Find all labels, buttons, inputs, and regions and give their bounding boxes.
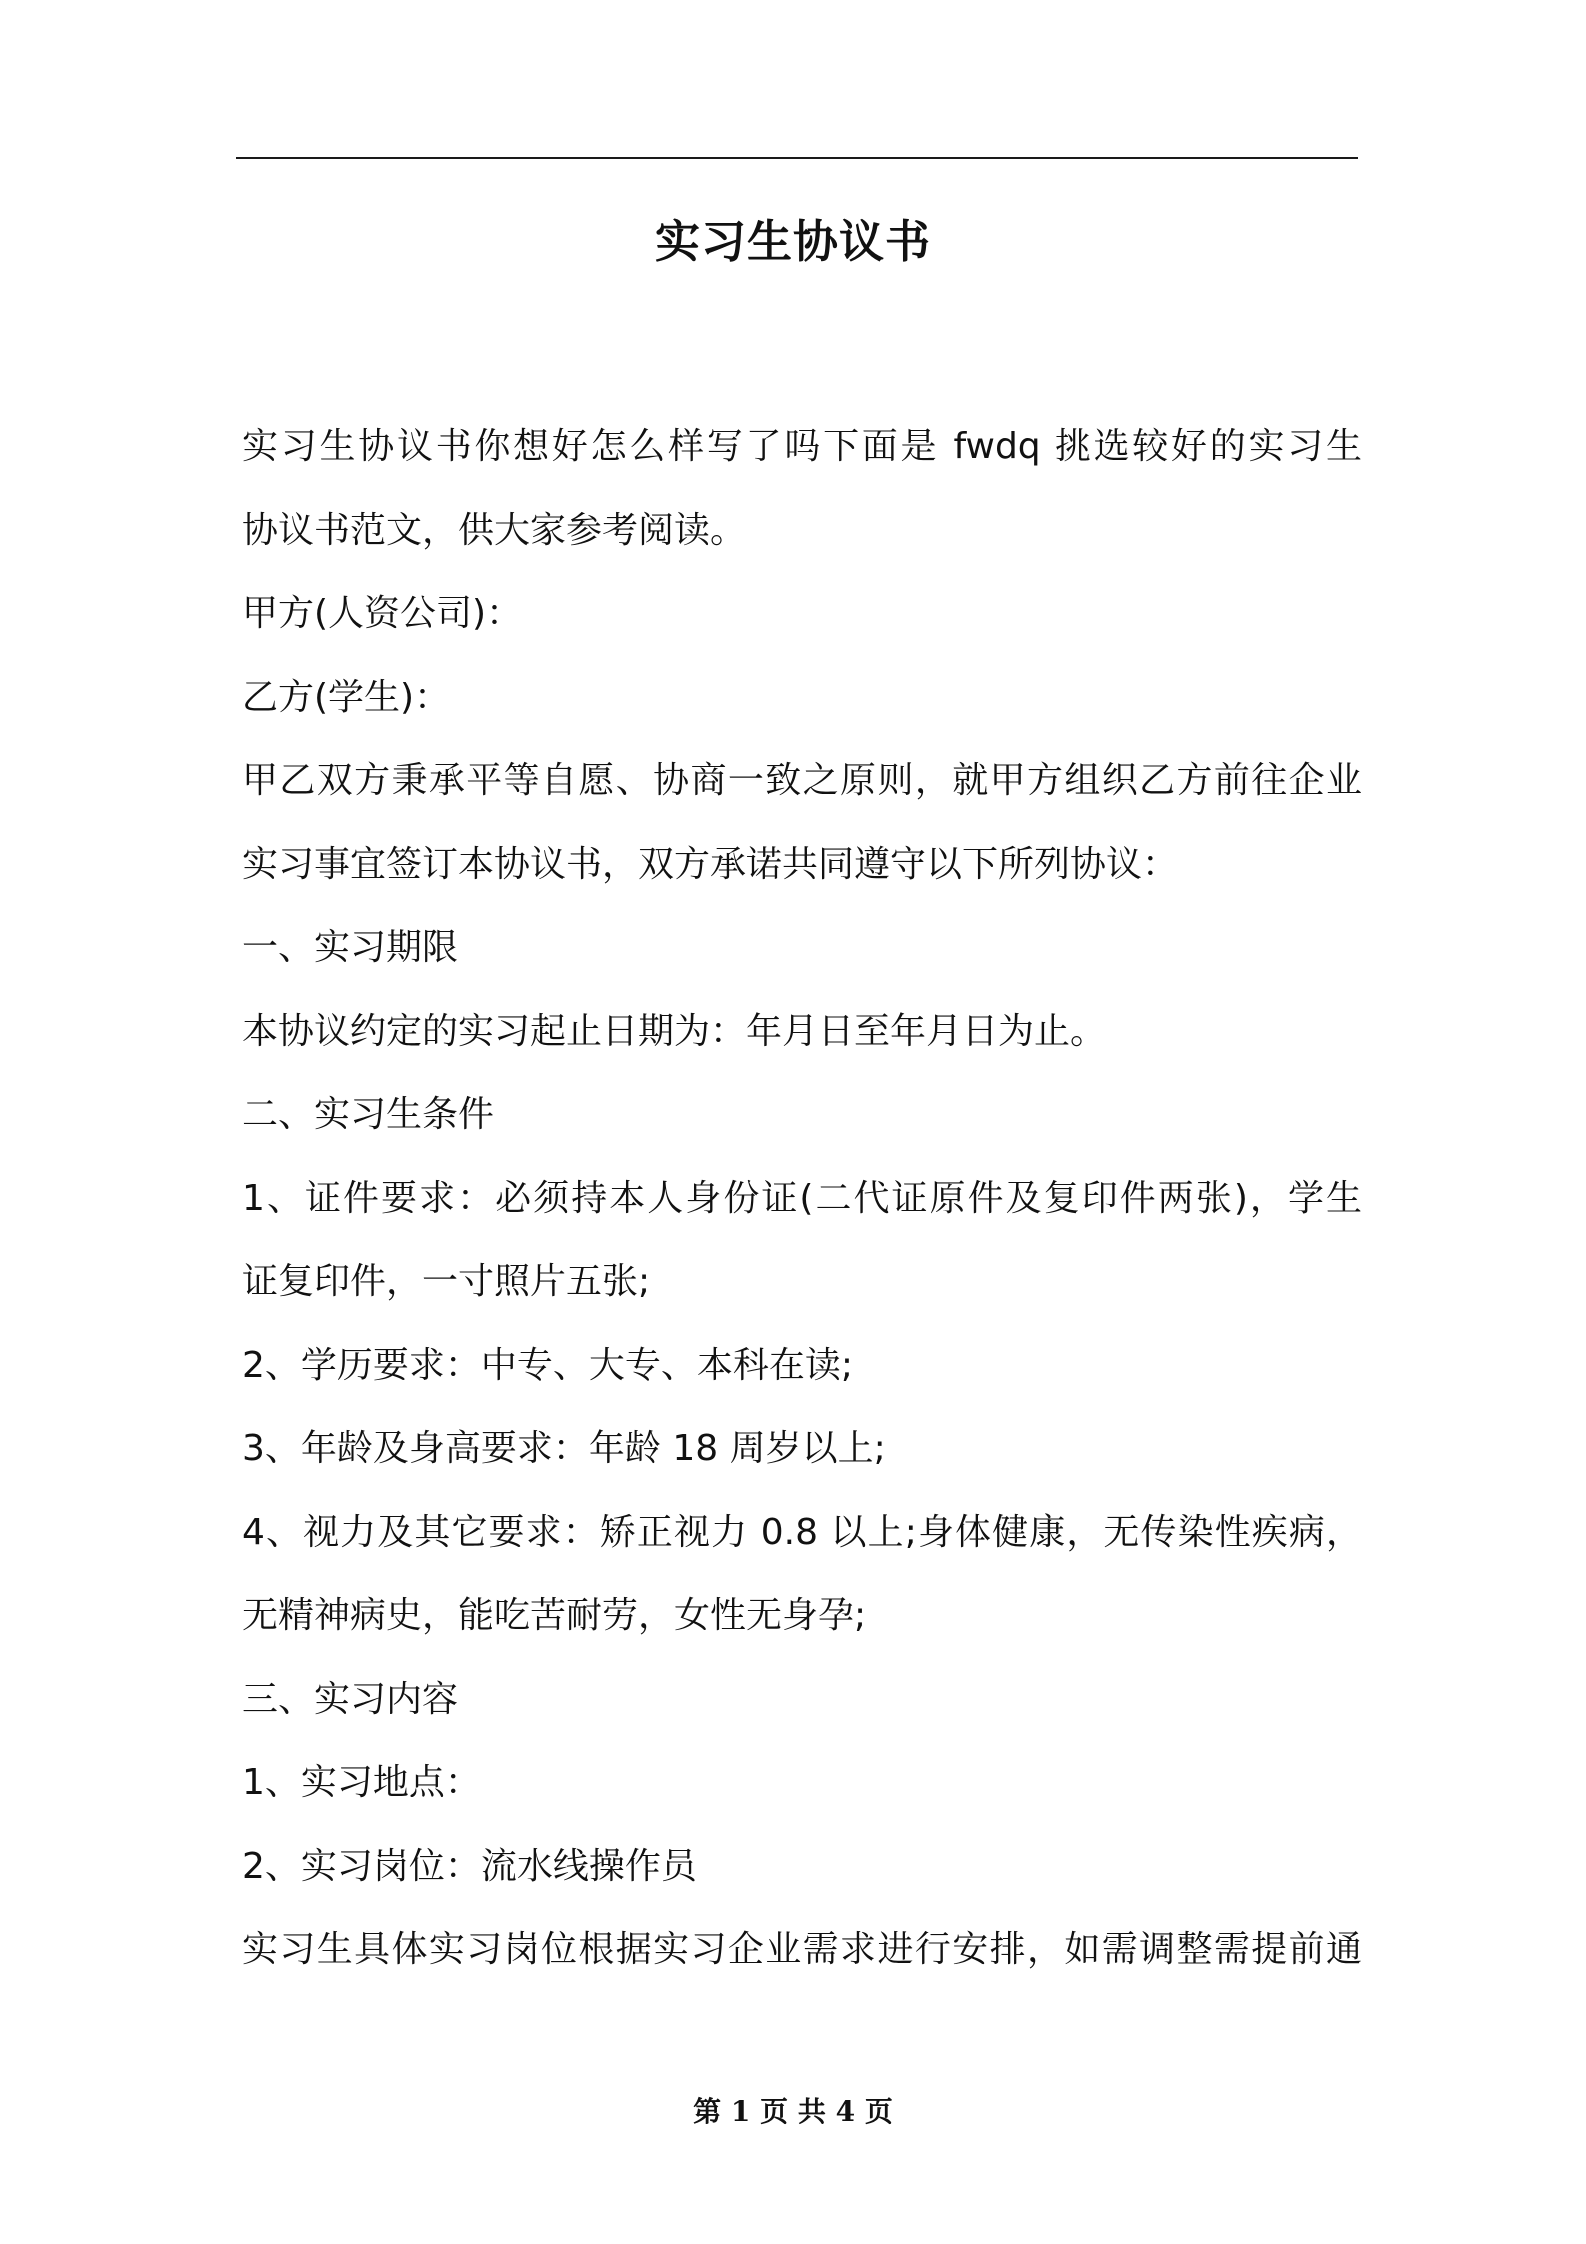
body-line: 实习生具体实习岗位根据实习企业需求进行安排，如需调整需提前通 bbox=[242, 1929, 1362, 1970]
section-heading: 一、实习期限 bbox=[242, 927, 459, 968]
body-line: 2、学历要求：中专、大专、本科在读; bbox=[242, 1344, 854, 1386]
body-line: 本协议约定的实习起止日期为：年月日至年月日为止。 bbox=[242, 1010, 1107, 1052]
header-rule bbox=[236, 157, 1358, 159]
document-title: 实习生协议书 bbox=[654, 215, 931, 268]
body-line: 1、证件要求：必须持本人身份证(二代证原件及复印件两张)，学生 bbox=[242, 1177, 1362, 1219]
body-line: 甲乙双方秉承平等自愿、协商一致之原则，就甲方组织乙方前往企业 bbox=[242, 760, 1362, 801]
body-line: 证复印件，一寸照片五张; bbox=[242, 1261, 651, 1302]
body-line: 2、实习岗位：流水线操作员 bbox=[242, 1845, 697, 1887]
section-heading: 三、实习内容 bbox=[242, 1678, 459, 1720]
body-line: 1、实习地点： bbox=[242, 1762, 481, 1803]
body-line: 3、年龄及身高要求：年龄 18 周岁以上; bbox=[242, 1428, 886, 1469]
body-line: 甲方(人资公司)： bbox=[242, 593, 523, 634]
document-body bbox=[242, 405, 1362, 1992]
body-line: 实习生协议书你想好怎么样写了吗下面是 fwdq 挑选较好的实习生 bbox=[242, 426, 1362, 467]
body-line: 协议书范文，供大家参考阅读。 bbox=[242, 509, 747, 551]
body-line: 乙方(学生)： bbox=[242, 676, 451, 718]
body-line: 实习事宜签订本协议书，双方承诺共同遵守以下所列协议： bbox=[242, 843, 1179, 885]
body-line: 无精神病史，能吃苦耐劳，女性无身孕; bbox=[242, 1595, 867, 1636]
page-number-footer: 第 1 页 共 4 页 bbox=[693, 2095, 893, 2128]
body-line: 4、视力及其它要求：矫正视力 0.8 以上;身体健康，无传染性疾病， bbox=[242, 1511, 1362, 1553]
section-heading: 二、实习生条件 bbox=[242, 1094, 495, 1135]
